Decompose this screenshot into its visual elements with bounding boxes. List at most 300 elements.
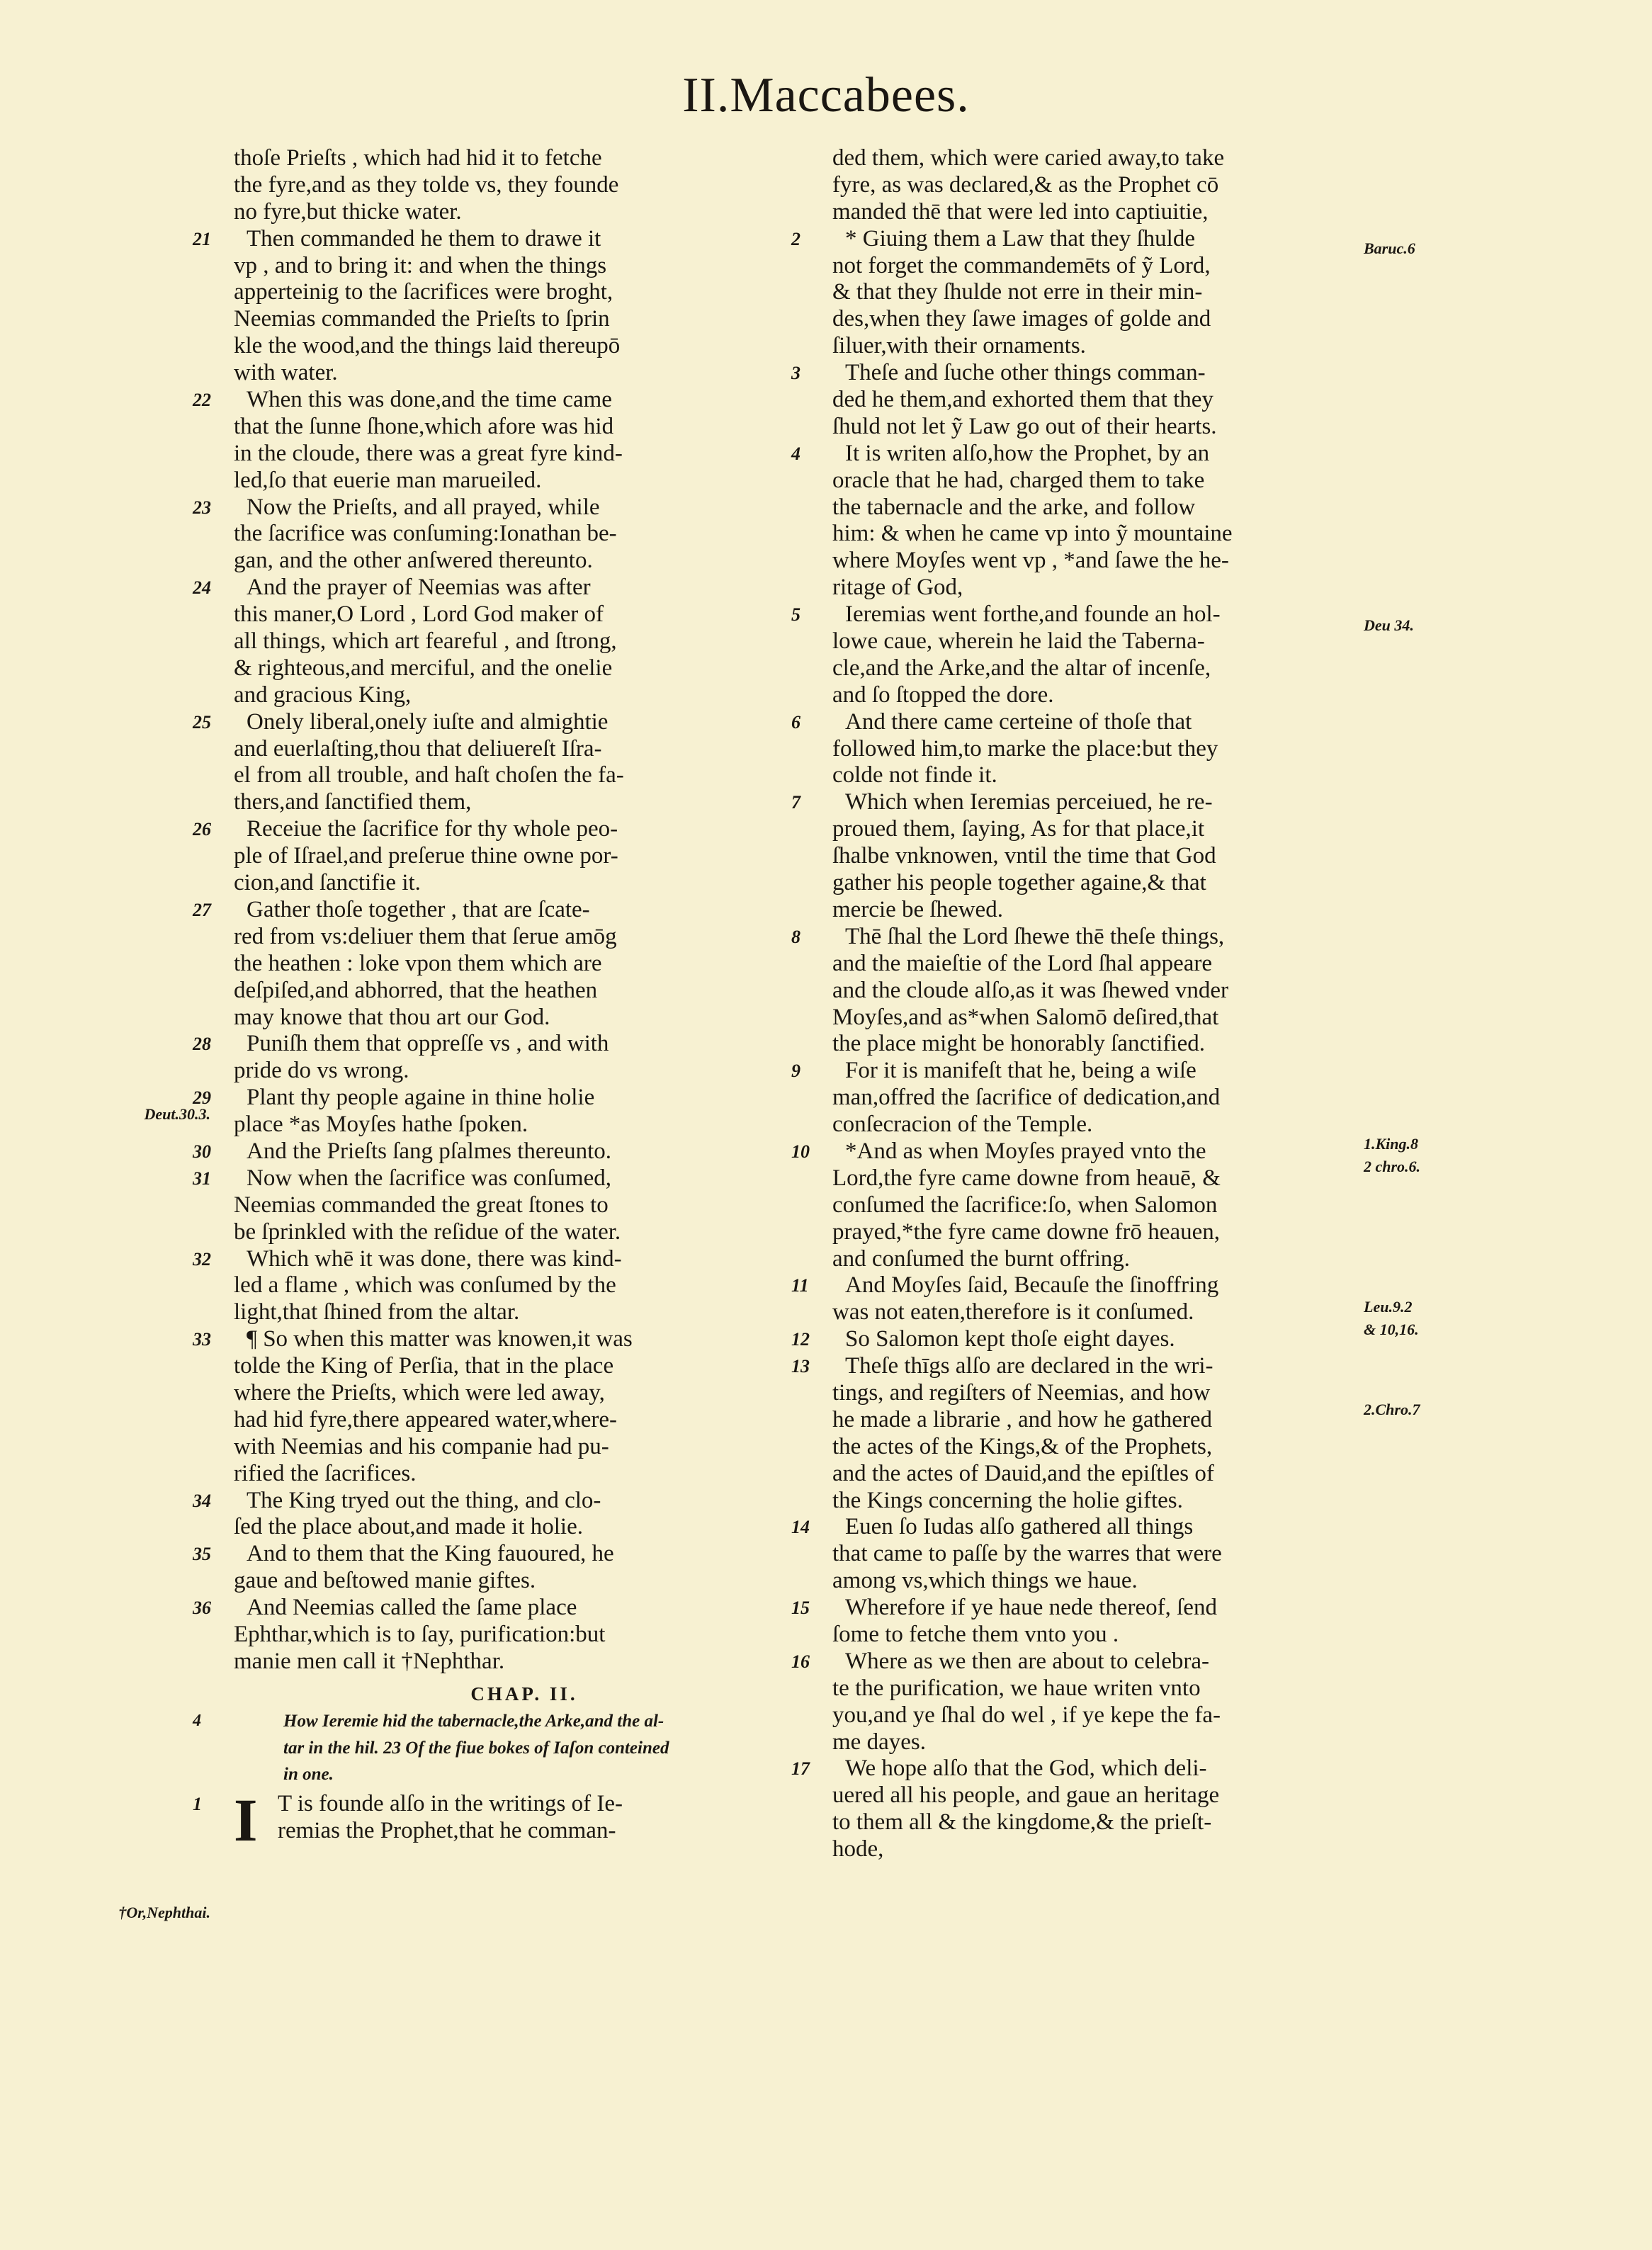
- text-line: [791, 1058, 1420, 1085]
- text-line: [832, 762, 1420, 789]
- verse-text: kle the wood,and the things laid thereupō: [234, 333, 621, 359]
- summary-text: tar in the hil. 23 Of the fiue bokes of Iaſon conteined: [283, 1738, 669, 1758]
- margin-note-leu2: & 10,16.: [1364, 1321, 1419, 1338]
- verse-text: the heathen : loke vpon them which are: [234, 950, 602, 976]
- verse-text: And to them that the King fauoured, he: [247, 1541, 614, 1567]
- text-line: [791, 1595, 1420, 1622]
- verse-number: 1: [193, 1794, 202, 1815]
- text-line: [234, 870, 815, 897]
- text-line: [234, 655, 815, 682]
- verse-text: the Kings concerning the holie giftes.: [832, 1487, 1183, 1513]
- verse-text: Neemias commanded the Prieſts to ſprin: [234, 306, 610, 332]
- verse-text: gaue and beſtowed manie giftes.: [234, 1568, 536, 1594]
- verse-number: 5: [791, 604, 800, 626]
- text-line: [234, 736, 815, 763]
- text-line: [193, 1165, 815, 1192]
- left-column: [193, 145, 815, 1855]
- text-line: [832, 655, 1420, 682]
- verse-text: Thē ſhal the Lord ſhewe thē theſe things,: [845, 923, 1225, 949]
- verse-text: and the actes of Dauid,and the epiſtles of: [832, 1460, 1214, 1486]
- text-line: [234, 1649, 815, 1675]
- text-line: [832, 1246, 1420, 1273]
- text-line: [832, 1729, 1420, 1756]
- verse-text: manie men call it †Nephthar.: [234, 1648, 505, 1674]
- verse-number: 13: [791, 1356, 810, 1377]
- verse-text: led a flame , which was conſumed by the: [234, 1272, 616, 1299]
- verse-text: ded them, which were caried away,to take: [832, 145, 1225, 171]
- text-line: [234, 333, 815, 360]
- verse-number: 29: [193, 1087, 211, 1109]
- verse-text: el from all trouble, and haſt choſen the fa-: [234, 762, 624, 788]
- verse-text: not forget the commandemēts of ỹ Lord,: [832, 252, 1211, 278]
- text-line: [832, 1541, 1420, 1568]
- text-line: [791, 1514, 1420, 1541]
- text-line: [234, 145, 815, 172]
- verse-text: Now when the ſacrifice was conſumed,: [247, 1165, 611, 1191]
- verse-text: Which whē it was done, there was kind-: [247, 1245, 622, 1272]
- text-line: [234, 762, 815, 789]
- text-line: [832, 548, 1420, 575]
- text-line: [791, 708, 1420, 736]
- verse-text: Which when Ieremias perceiued, he re-: [845, 789, 1213, 815]
- verse-text: and ſo ſtopped the dore.: [832, 682, 1054, 708]
- text-line: [193, 494, 815, 521]
- text-line: [832, 978, 1420, 1005]
- verse-text: that came to paſſe by the warres that were: [832, 1541, 1222, 1567]
- verse-text: It is writen alſo,how the Prophet, by an: [845, 440, 1210, 466]
- margin-note-kings: 1.King.8: [1364, 1135, 1419, 1153]
- text-line: [832, 575, 1420, 601]
- text-line: [193, 225, 815, 253]
- text-line: [234, 1514, 815, 1541]
- verse-text: you,and ye ſhal do wel , if ye kepe the fa-: [832, 1702, 1221, 1728]
- verse-number: 6: [791, 711, 800, 733]
- verse-number: 36: [193, 1598, 211, 1619]
- text-line: [832, 1836, 1420, 1863]
- text-line: [234, 1272, 815, 1299]
- verse-number: 30: [193, 1141, 211, 1162]
- verse-text: and conſumed the burnt offring.: [832, 1245, 1131, 1272]
- verse-number: 10: [791, 1141, 810, 1162]
- text-line: [193, 1595, 815, 1622]
- verse-text: ſed the place about,and made it holie.: [234, 1514, 583, 1540]
- text-line: [234, 601, 815, 628]
- verse-text: tings, and regiſters of Neemias, and how: [832, 1379, 1211, 1406]
- verse-text: des,when they ſawe images of golde and: [832, 306, 1211, 332]
- text-line: [234, 414, 815, 441]
- verse-text: and the maieſtie of the Lord ſhal appeare: [832, 950, 1213, 976]
- text-line: [791, 1326, 1420, 1353]
- text-line: [193, 387, 815, 414]
- verse-text: Plant thy people againe in thine holie: [247, 1085, 595, 1111]
- chapter-block: [193, 1681, 815, 1855]
- text-line: [832, 1112, 1420, 1138]
- text-line: [193, 896, 815, 924]
- verse-number: 16: [791, 1651, 810, 1672]
- verse-text: ſiluer,with their ornaments.: [832, 333, 1086, 359]
- verse-text: no fyre,but thicke water.: [234, 198, 462, 225]
- text-line: [234, 1622, 815, 1649]
- verse-text: all things, which art feareful , and ſtrong,: [234, 628, 617, 655]
- verse-number: 4: [791, 443, 800, 464]
- verse-number: 7: [791, 792, 800, 813]
- verse-text: Puniſh them that oppreſſe vs , and with: [247, 1031, 609, 1057]
- verse-text: followed him,to marke the place:but they: [832, 735, 1218, 762]
- verse-text: ple of Iſrael,and preſerue thine owne por-: [234, 843, 618, 869]
- text-line: [832, 145, 1420, 172]
- verse-text: fyre, as was declared,& as the Prophet cō: [832, 171, 1219, 198]
- text-line: [234, 306, 815, 333]
- verse-text: vp , and to bring it: and when the things: [234, 252, 607, 278]
- verse-text: be ſprinkled with the reſidue of the water.: [234, 1219, 621, 1245]
- verse-text: thers,and ſanctified them,: [234, 789, 472, 815]
- verse-number: 23: [193, 497, 211, 518]
- text-line: [832, 494, 1420, 521]
- verse-number: 27: [193, 899, 211, 920]
- verse-text: Wherefore if ye haue nede thereof, ſend: [845, 1595, 1217, 1621]
- text-line: [193, 1487, 815, 1515]
- text-line: [234, 924, 815, 951]
- verse-text: with water.: [234, 360, 338, 386]
- text-line: [791, 225, 1420, 253]
- text-line: [234, 253, 815, 280]
- verse-text: Now the Prieſts, and all prayed, while: [247, 494, 600, 520]
- text-line: [234, 1434, 815, 1461]
- verse-text: thoſe Prieſts , which had hid it to fetche: [234, 145, 602, 171]
- text-line: [832, 1005, 1420, 1031]
- text-line: [791, 1353, 1420, 1380]
- verse-text: ſhalbe vnknowen, vntil the time that God: [832, 843, 1216, 869]
- verse-text: Ephthar,which is to ſay, purification:but: [234, 1621, 606, 1647]
- verse-text: gather his people together againe,& that: [832, 870, 1206, 896]
- verse-text: place *as Moyſes hathe ſpoken.: [234, 1112, 528, 1138]
- verse-text: Theſe thīgs alſo are declared in the wri-: [845, 1353, 1213, 1379]
- verse-text: that the ſunne ſhone,which afore was hid: [234, 413, 614, 439]
- text-line: [193, 1245, 815, 1273]
- verse-text: he made a librarie , and how he gathered: [832, 1406, 1213, 1432]
- margin-note-leu: Leu.9.2: [1364, 1298, 1413, 1316]
- text-line: [193, 575, 815, 601]
- verse-text: And the Prieſts ſang pſalmes thereunto.: [247, 1138, 612, 1164]
- margin-note-deut30: Deut.30.3.: [144, 1105, 210, 1123]
- chapter-verse-1-cont: [234, 1818, 815, 1845]
- text-line: [832, 736, 1420, 763]
- text-line: [193, 1326, 815, 1353]
- text-line: [832, 897, 1420, 924]
- text-line: [832, 1434, 1420, 1461]
- text-line: [234, 279, 815, 306]
- verse-text: lowe caue, wherein he laid the Taberna-: [832, 628, 1205, 655]
- verse-number: 25: [193, 711, 211, 733]
- text-line: [234, 172, 815, 199]
- summary-text: How Ieremie hid the tabernacle,the Arke,and the al-: [283, 1711, 664, 1731]
- verse-number: 28: [193, 1034, 211, 1055]
- text-line: [832, 816, 1420, 843]
- verse-text: *And as when Moyſes prayed vnto the: [845, 1138, 1206, 1164]
- verse-text: with Neemias and his companie had pu-: [234, 1433, 609, 1459]
- verse-text: Onely liberal,onely iuſte and almightie: [247, 708, 609, 735]
- text-line: [832, 1702, 1420, 1729]
- verse-text: apperteinig to the ſacrifices were broght,: [234, 279, 613, 305]
- verse-text: Then commanded he them to drawe it: [247, 225, 601, 251]
- text-line: [234, 1461, 815, 1488]
- text-line: [832, 1461, 1420, 1488]
- verse-text: Theſe and ſuche other things comman-: [845, 360, 1206, 386]
- verse-text: gan, and the other anſwered thereunto.: [234, 548, 593, 574]
- text-line: [193, 1031, 815, 1058]
- text-line: [832, 1675, 1420, 1702]
- text-line: [234, 951, 815, 978]
- verse-line: remias the Prophet,that he comman-: [278, 1818, 616, 1844]
- verse-text: Receiue the ſacrifice for thy whole peo-: [247, 816, 618, 842]
- text-line: [234, 789, 815, 816]
- verse-text: among vs,which things we haue.: [832, 1568, 1138, 1594]
- verse-text: When this was done,and the time came: [247, 387, 612, 413]
- verse-text: the ſacrifice was conſuming:Ionathan be-: [234, 521, 617, 547]
- text-line: [234, 1219, 815, 1246]
- verse-text: And the prayer of Neemias was after: [247, 575, 591, 601]
- verse-number: 2: [791, 228, 800, 249]
- text-line: [832, 306, 1420, 333]
- verse-text: proued them, ſaying, As for that place,it: [832, 816, 1205, 842]
- verse-text: rified the ſacrifices.: [234, 1460, 417, 1486]
- verse-number: 12: [791, 1329, 810, 1350]
- margin-note-neph: †Or,Nephthai.: [118, 1904, 210, 1921]
- verse-text: deſpiſed,and abhorred, that the heathen: [234, 977, 598, 1003]
- verse-text: had hid fyre,there appeared water,where-: [234, 1406, 618, 1432]
- text-line: [234, 1299, 815, 1326]
- verse-text: the place might be honorably ſanctified.: [832, 1031, 1205, 1057]
- verse-text: ſome to fetche them vnto you .: [832, 1621, 1119, 1647]
- text-line: [832, 682, 1420, 709]
- text-line: [832, 1568, 1420, 1595]
- text-line: [832, 333, 1420, 360]
- verse-text: Neemias commanded the great ſtones to: [234, 1192, 609, 1218]
- text-line: [234, 360, 815, 387]
- verse-text: was not eaten,therefore is it conſumed.: [832, 1299, 1194, 1325]
- text-line: [832, 628, 1420, 655]
- text-line: [234, 199, 815, 226]
- text-line: [791, 440, 1420, 468]
- verse-text: Gather thoſe together , that are ſcate-: [247, 896, 590, 922]
- verse-number: 17: [791, 1758, 810, 1780]
- verse-number: 34: [193, 1490, 211, 1511]
- text-line: [832, 279, 1420, 306]
- text-line: [832, 1299, 1420, 1326]
- text-line: [234, 468, 815, 494]
- verse-text: and the cloude alſo,as it was ſhewed vnder: [832, 977, 1228, 1003]
- verse-text: him: & when he came vp into ỹ mountaine: [832, 521, 1233, 547]
- text-line: [832, 1622, 1420, 1649]
- verse-text: the tabernacle and the arke, and follow: [832, 494, 1196, 520]
- text-line: [832, 1085, 1420, 1112]
- verse-text: colde not finde it.: [832, 762, 997, 788]
- verse-text: light,that ſhined from the altar.: [234, 1299, 520, 1325]
- drop-cap: I: [234, 1786, 258, 1855]
- margin-note-baruc: Baruc.6: [1364, 239, 1415, 257]
- text-line: [832, 172, 1420, 199]
- verse-number: 15: [791, 1598, 810, 1619]
- verse-text: the fyre,and as they tolde vs, they founde: [234, 171, 619, 198]
- margin-note-deu34: Deu 34.: [1364, 616, 1414, 634]
- verse-text: For it is manifeſt that he, being a wiſe: [845, 1058, 1196, 1084]
- verse-text: uered all his people, and gaue an heritage: [832, 1782, 1220, 1809]
- text-line: [832, 1219, 1420, 1246]
- verse-text: in the cloude, there was a great fyre kind-: [234, 440, 623, 466]
- verse-text: led,ſo that euerie man marueiled.: [234, 467, 542, 493]
- text-line: [791, 1648, 1420, 1675]
- text-line: [832, 387, 1420, 414]
- verse-text: & righteous,and merciful, and the onelie: [234, 655, 613, 681]
- verse-text: Moyſes,and as*when Salomō deſired,that: [832, 1004, 1219, 1030]
- verse-text: where Moyſes went vp , *and ſawe the he-: [832, 548, 1229, 574]
- text-line: [193, 1138, 815, 1165]
- verse-number: 26: [193, 819, 211, 840]
- verse-text: manded thē that were led into captiuitie,: [832, 198, 1209, 225]
- verse-number: 9: [791, 1061, 800, 1082]
- verse-text: cle,and the Arke,and the altar of incenſe,: [832, 655, 1211, 681]
- text-line: [832, 843, 1420, 870]
- verse-text: * Giuing them a Law that they ſhulde: [845, 225, 1195, 251]
- verse-number: 14: [791, 1517, 810, 1538]
- chapter-summary: [193, 1708, 815, 1789]
- text-line: [791, 1272, 1420, 1299]
- text-line: [193, 1541, 815, 1568]
- text-line: [234, 1380, 815, 1407]
- text-line: [234, 1192, 815, 1219]
- text-line: [234, 843, 815, 870]
- text-line: [791, 601, 1420, 628]
- text-line: [791, 1756, 1420, 1782]
- text-line: [832, 521, 1420, 548]
- verse-text: man,offred the ſacrifice of dedication,and: [832, 1085, 1221, 1111]
- text-line: [832, 1165, 1420, 1192]
- text-line: [234, 1005, 815, 1031]
- text-line: [832, 1407, 1420, 1434]
- text-line: [193, 708, 815, 736]
- verse-text: conſecracion of the Temple.: [832, 1112, 1093, 1138]
- verse-text: Lord,the fyre came downe from heauē, &: [832, 1165, 1221, 1191]
- text-line: [832, 951, 1420, 978]
- verse-text: conſumed the ſacrifice:ſo, when Salomon: [832, 1192, 1218, 1218]
- text-line: [234, 978, 815, 1005]
- text-line: [832, 870, 1420, 897]
- verse-number: 11: [791, 1275, 809, 1296]
- text-line: [832, 1192, 1420, 1219]
- verse-text: this maner,O Lord , Lord God maker of: [234, 601, 604, 628]
- verse-text: The King tryed out the thing, and clo-: [247, 1487, 601, 1513]
- text-line: [234, 1353, 815, 1380]
- text-line: [832, 1809, 1420, 1836]
- verse-text: And Neemias called the ſame place: [247, 1595, 577, 1621]
- summary-line: [234, 1761, 815, 1788]
- verse-text: Euen ſo Iudas alſo gathered all things: [845, 1514, 1194, 1540]
- verse-text: And Moyſes ſaid, Becauſe the ſinoffring: [845, 1272, 1219, 1299]
- text-line: [193, 1085, 815, 1112]
- verse-text: pride do vs wrong.: [234, 1058, 409, 1084]
- page-title: II.Maccabees.: [682, 68, 970, 123]
- text-line: [832, 1380, 1420, 1407]
- text-line: [234, 441, 815, 468]
- verse-text: oracle that he had, charged them to take: [832, 467, 1205, 493]
- verse-text: We hope alſo that the God, which deli-: [845, 1756, 1207, 1782]
- text-line: [791, 1138, 1420, 1165]
- text-line: [832, 1031, 1420, 1058]
- verse-text: tolde the King of Perſia, that in the place: [234, 1353, 614, 1379]
- verse-text: cion,and ſanctifie it.: [234, 870, 421, 896]
- verse-text: Where as we then are about to celebra-: [845, 1648, 1209, 1674]
- verse-number: 22: [193, 390, 211, 411]
- verse-text: ſhuld not let ỹ Law go out of their hearts.: [832, 413, 1217, 439]
- text-line: [832, 414, 1420, 441]
- text-line: [791, 789, 1420, 816]
- verse-text: Ieremias went forthe,and founde an hol-: [845, 601, 1221, 628]
- verse-number: 3: [791, 363, 800, 384]
- text-line: [791, 923, 1420, 951]
- text-line: [234, 548, 815, 575]
- verse-text: mercie be ſhewed.: [832, 896, 1003, 922]
- verse-text: may knowe that thou art our God.: [234, 1004, 550, 1030]
- verse-number: 21: [193, 228, 211, 249]
- verse-text: red from vs:deliuer them that ſerue amōg: [234, 923, 617, 949]
- verse-number: 24: [193, 577, 211, 599]
- text-line: [832, 253, 1420, 280]
- right-column: [791, 145, 1420, 1863]
- text-line: [234, 682, 815, 709]
- verse-text: ¶ So when this matter was knowen,it was: [247, 1326, 633, 1352]
- summary-text: in one.: [283, 1765, 334, 1785]
- text-line: [234, 1407, 815, 1434]
- verse-text: and euerlaſting,thou that deliuereſt Iſra-: [234, 735, 602, 762]
- verse-text: to them all & the kingdome,& the prieſt-: [832, 1809, 1212, 1836]
- verse-text: hode,: [832, 1836, 884, 1862]
- text-line: [832, 1488, 1420, 1515]
- text-line: [832, 468, 1420, 494]
- text-line: [193, 816, 815, 843]
- verse-text: ded he them,and exhorted them that they: [832, 387, 1213, 413]
- verse-text: te the purification, we haue writen vnto: [832, 1675, 1201, 1701]
- verse-number: 35: [193, 1544, 211, 1565]
- verse-line: T is founde alſo in the writings of Ie-: [278, 1791, 623, 1817]
- summary-verse-number: 4: [193, 1711, 201, 1730]
- verse-text: & that they ſhulde not erre in their min-: [832, 279, 1203, 305]
- text-line: [234, 521, 815, 548]
- chapter-heading: CHAP. II.: [470, 1683, 578, 1705]
- text-line: [234, 1058, 815, 1085]
- verse-number: 31: [193, 1168, 211, 1189]
- text-line: [832, 199, 1420, 226]
- verse-number: 33: [193, 1329, 211, 1350]
- verse-text: me dayes.: [832, 1729, 926, 1755]
- summary-line: [234, 1735, 815, 1762]
- text-line: [791, 360, 1420, 387]
- margin-note-chro6: 2 chro.6.: [1364, 1158, 1421, 1175]
- verse-number: 32: [193, 1248, 211, 1270]
- text-line: [234, 1112, 815, 1138]
- verse-text: And there came certeine of thoſe that: [845, 708, 1192, 735]
- verse-text: where the Prieſts, which were led away,: [234, 1379, 605, 1406]
- verse-number: 8: [791, 926, 800, 947]
- text-line: [234, 628, 815, 655]
- summary-line: [193, 1708, 815, 1735]
- margin-note-chro7: 2.Chro.7: [1364, 1401, 1420, 1418]
- verse-text: and gracious King,: [234, 682, 412, 708]
- verse-text: prayed,*the fyre came downe frō heauen,: [832, 1219, 1220, 1245]
- text-line: [234, 1568, 815, 1595]
- text-line: [832, 1782, 1420, 1809]
- verse-text: So Salomon kept thoſe eight dayes.: [845, 1326, 1175, 1352]
- verse-text: ritage of God,: [832, 575, 963, 601]
